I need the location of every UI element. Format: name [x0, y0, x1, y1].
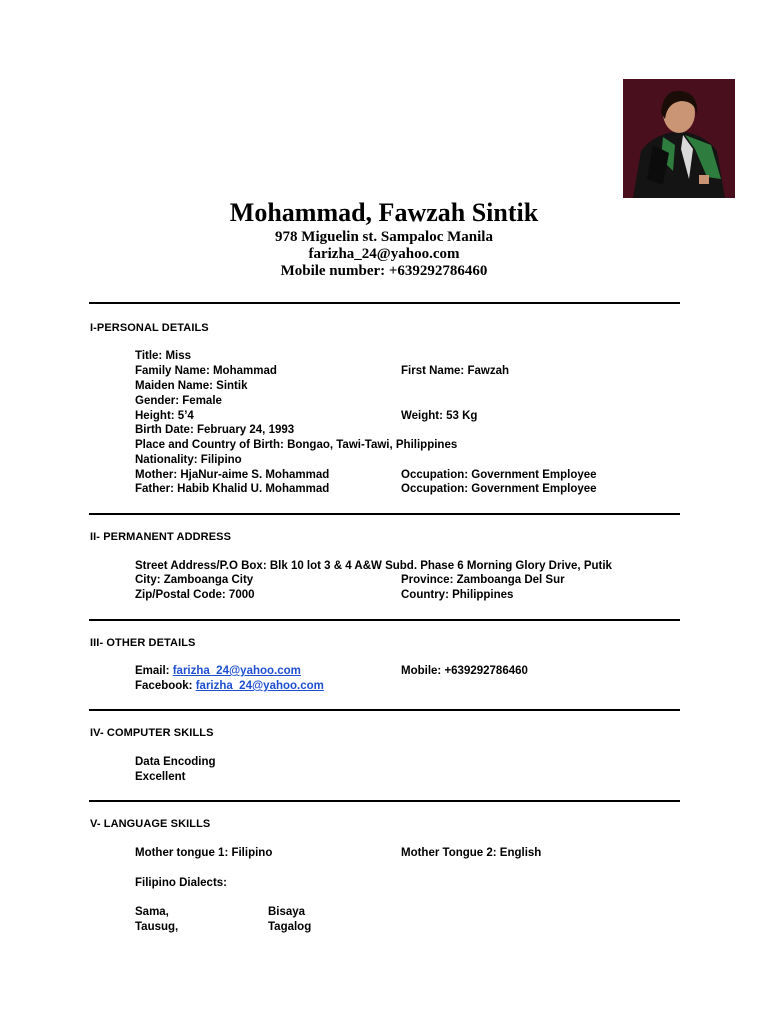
section-title-computer: IV- COMPUTER SKILLS [90, 727, 214, 739]
street-field: Street Address/P.O Box: Blk 10 lot 3 & 4 A&W Subd. Phase 6 Morning Glory Drive, Putik [135, 560, 612, 572]
gender-field: Gender: Female [135, 395, 222, 407]
header-email: farizha_24@yahoo.com [308, 246, 460, 262]
height-field: Height: 5’4 [135, 410, 194, 422]
profile-photo [623, 79, 735, 198]
email-label: Email: [135, 665, 173, 677]
weight-field: Weight: 53 Kg [401, 410, 478, 422]
graduation-portrait-image [623, 79, 735, 198]
facebook-row [135, 680, 324, 692]
mother-field: Mother: HjaNur-aime S. Mohammad [135, 469, 330, 481]
section-title-address: II- PERMANENT ADDRESS [90, 531, 232, 543]
title-field: Title: Miss [135, 350, 192, 362]
dialect-item: Sama, [135, 906, 169, 918]
mother-occupation-field: Occupation: Government Employee [401, 469, 597, 481]
section-title-other: III- OTHER DETAILS [90, 637, 196, 649]
dialect-item: Tausug, [135, 921, 179, 933]
applicant-name: Mohammad, Fawzah Sintik [229, 198, 539, 227]
divider [89, 513, 680, 515]
nationality-field: Nationality: Filipino [135, 454, 242, 466]
country-field: Country: Philippines [401, 589, 514, 601]
header-mobile: Mobile number: +639292786460 [280, 263, 488, 279]
zip-field: Zip/Postal Code: 7000 [135, 589, 255, 601]
email-row [135, 665, 301, 677]
first-name-field: First Name: Fawzah [401, 365, 509, 377]
city-field: City: Zamboanga City [135, 574, 254, 586]
facebook-link[interactable]: farizha_24@yahoo.com [195, 680, 324, 692]
computer-skill: Data Encoding [135, 756, 216, 768]
dialects-label: Filipino Dialects: [135, 877, 228, 889]
computer-skill-level: Excellent [135, 771, 186, 783]
dialect-item: Bisaya [268, 906, 306, 918]
mother-tongue-1: Mother tongue 1: Filipino [135, 847, 273, 859]
section-title-language: V- LANGUAGE SKILLS [90, 818, 211, 830]
father-field: Father: Habib Khalid U. Mohammad [135, 483, 330, 495]
dialect-item: Tagalog [268, 921, 312, 933]
divider [89, 709, 680, 711]
maiden-name-field: Maiden Name: Sintik [135, 380, 248, 392]
birth-date-field: Birth Date: February 24, 1993 [135, 424, 295, 436]
family-name-field: Family Name: Mohammad [135, 365, 277, 377]
section-title-personal: I-PERSONAL DETAILS [90, 322, 209, 334]
province-field: Province: Zamboanga Del Sur [401, 574, 565, 586]
father-occupation-field: Occupation: Government Employee [401, 483, 597, 495]
birth-place-field: Place and Country of Birth: Bongao, Tawi-Tawi, Philippines [135, 439, 458, 451]
divider [89, 800, 680, 802]
mobile-field: Mobile: +639292786460 [401, 665, 528, 677]
divider [89, 302, 680, 304]
header-address: 978 Miguelin st. Sampaloc Manila [275, 229, 493, 245]
facebook-label: Facebook: [135, 680, 196, 692]
email-link[interactable]: farizha_24@yahoo.com [172, 665, 301, 677]
divider [89, 619, 680, 621]
mother-tongue-2: Mother Tongue 2: English [401, 847, 542, 859]
